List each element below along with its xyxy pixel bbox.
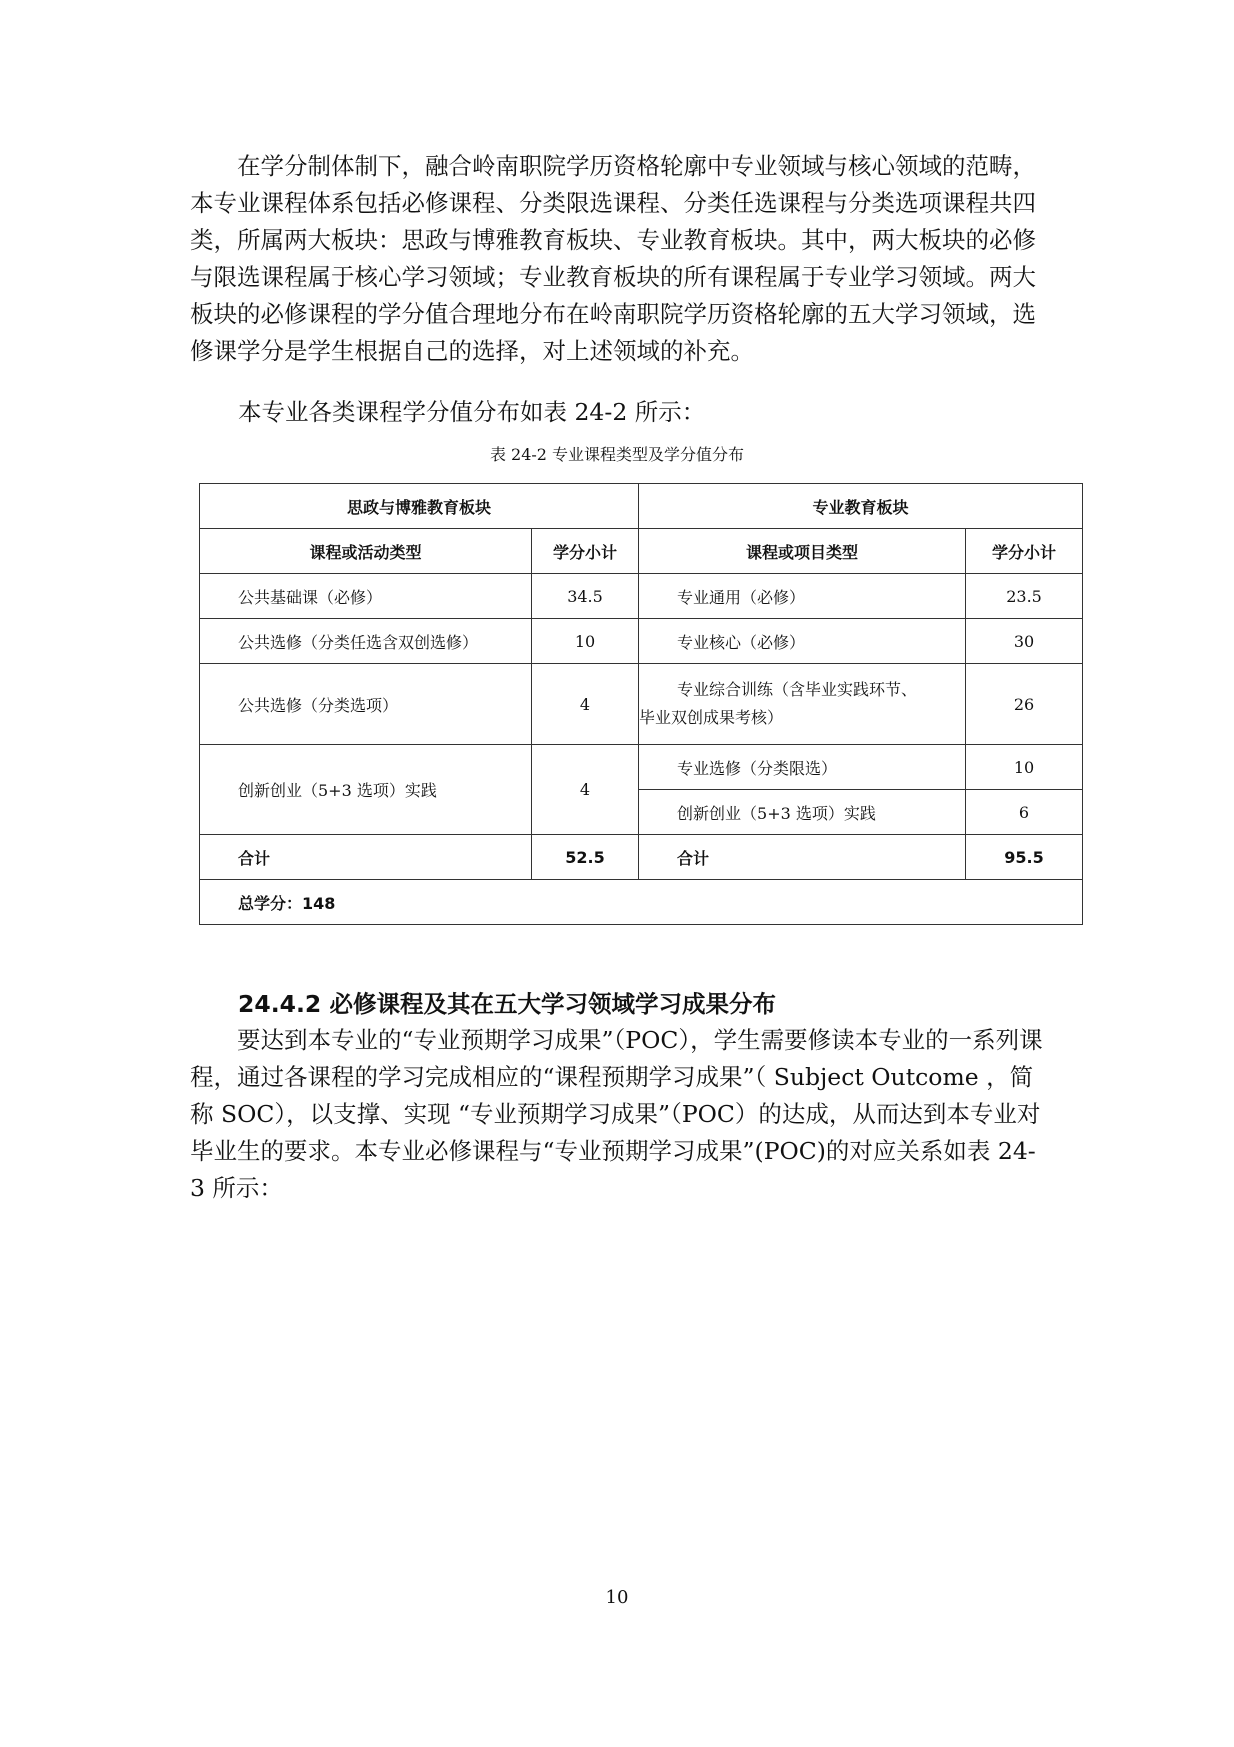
col-header-credit-right: 学分小计 <box>966 529 1083 574</box>
left-block-header: 思政与博雅教育板块 <box>200 484 639 529</box>
left-credit: 4 <box>532 745 639 835</box>
col-header-type-left: 课程或活动类型 <box>200 529 532 574</box>
page-number: 10 <box>605 1587 629 1608</box>
right-course-line2: 毕业双创成果考核） <box>639 708 784 727</box>
left-course-type: 公共选修（分类选项） <box>200 664 532 745</box>
table-row <box>200 745 1083 790</box>
paragraph-credit-system: 在学分制体制下，融合岭南职院学历资格轮廓中专业领域与核心领域的范畴，本专业课程体系包括必修课程、分类限选课程、分类任选课程与分类选项课程共四类，所属两大板块：思政与博雅教育板块、专业教育板块。其中，两大板块的必修与限选课程属于核心学习领域；专业教育板块的所有课程属于专业学习领域。两大板块的必修课程的学分值合理地分布在岭南职院学历资格轮廓的五大学习领域，选修课学分是学生根据自己的选择，对上述领域的补充。 <box>190 152 1036 365</box>
right-credit: 6 <box>966 790 1083 835</box>
grand-total-row <box>200 880 1083 925</box>
right-credit: 26 <box>966 664 1083 745</box>
right-course-line1: 专业综合训练（含毕业实践环节、 <box>677 680 918 699</box>
table-intro-line: 本专业各类课程学分值分布如表 24-2 所示： <box>238 398 706 426</box>
right-course-type: 专业通用（必修） <box>639 574 966 619</box>
right-credit: 10 <box>966 745 1083 790</box>
col-header-type-right: 课程或项目类型 <box>639 529 966 574</box>
paragraph-poc: 要达到本专业的“专业预期学习成果”（POC），学生需要修读本专业的一系列课程，通过各课程的学习完成相应的“课程预期学习成果”（ Subject Outcome ，简称 SOC），以支撑、实现 “专业预期学习成果”（POC）的达成，从而达到本专业对毕业生的要求。本专业必修课程与“专业预期学习成果”(POC)的对应关系如表 24-3 所示： <box>190 1026 1043 1202</box>
table-row <box>200 619 1083 664</box>
right-credit: 30 <box>966 619 1083 664</box>
left-credit: 4 <box>532 664 639 745</box>
right-course-type-multiline <box>639 664 966 745</box>
left-credit: 10 <box>532 619 639 664</box>
credit-distribution-table <box>199 483 1083 925</box>
left-credit: 34.5 <box>532 574 639 619</box>
right-course-type: 创新创业（5+3 选项）实践 <box>639 790 966 835</box>
right-block-header: 专业教育板块 <box>639 484 1083 529</box>
table-row <box>200 574 1083 619</box>
left-course-type: 公共选修（分类任选含双创选修） <box>200 619 532 664</box>
right-course-type: 专业选修（分类限选） <box>639 745 966 790</box>
total-row <box>200 835 1083 880</box>
left-course-type: 公共基础课（必修） <box>200 574 532 619</box>
total-label-right: 合计 <box>639 835 966 880</box>
total-left: 52.5 <box>532 835 639 880</box>
right-course-type: 专业核心（必修） <box>639 619 966 664</box>
table-row <box>200 664 1083 745</box>
total-label-left: 合计 <box>200 835 532 880</box>
grand-total: 总学分：148 <box>200 880 1083 925</box>
total-right: 95.5 <box>966 835 1083 880</box>
table-caption: 表 24-2 专业课程类型及学分值分布 <box>489 445 745 464</box>
col-header-credit-left: 学分小计 <box>532 529 639 574</box>
left-course-type: 创新创业（5+3 选项）实践 <box>200 745 532 835</box>
right-credit: 23.5 <box>966 574 1083 619</box>
section-heading: 24.4.2 必修课程及其在五大学习领域学习成果分布 <box>238 990 776 1018</box>
